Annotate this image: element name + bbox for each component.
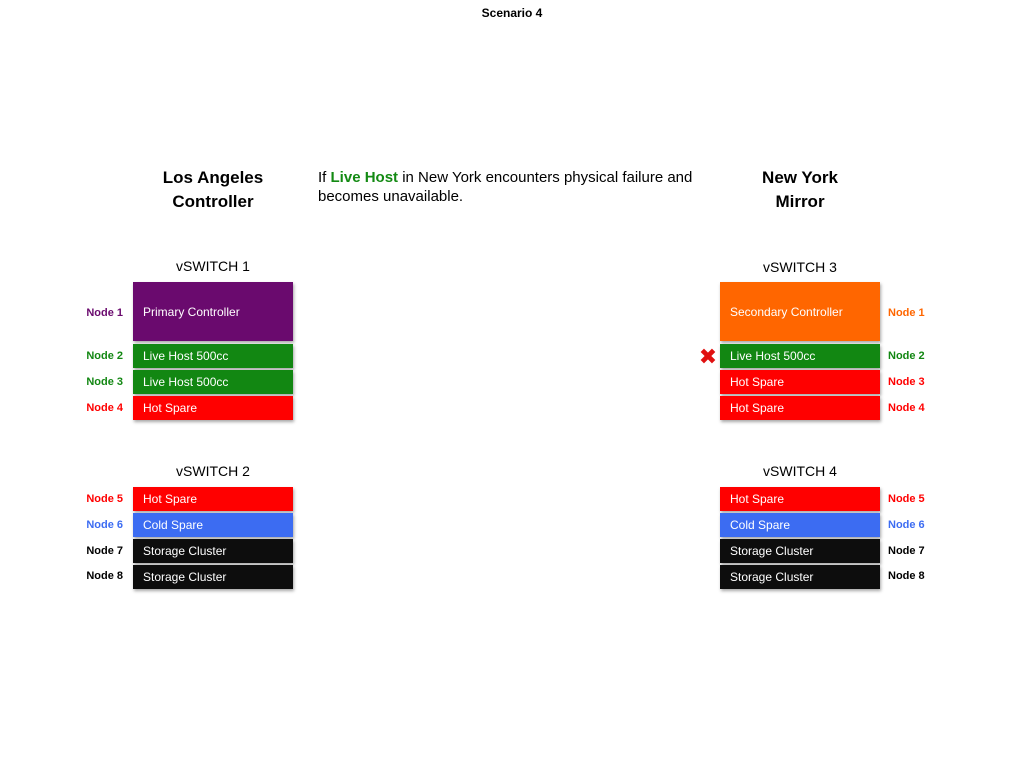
- new-york-heading-line2: Mirror: [775, 192, 825, 211]
- vswitch1-node1-name: Primary Controller: [143, 304, 240, 319]
- vswitch2-node8-name: Storage Cluster: [143, 570, 227, 584]
- vswitch4-node6-name: Cold Spare: [730, 518, 791, 532]
- vswitch1-node4-name: Hot Spare: [143, 401, 198, 415]
- new-york-heading-line1: New York: [762, 168, 838, 187]
- vswitch3-node2-name: Live Host 500cc: [730, 349, 816, 363]
- vswitch4-node7-box: [720, 539, 880, 563]
- vswitch1-node2-box: [133, 344, 293, 368]
- vswitch3-node3-box: [720, 370, 880, 394]
- vswitch1-node1-box: [133, 282, 293, 341]
- vswitch4-node7-label: Node 7: [888, 545, 925, 557]
- vswitch1-node3-box: [133, 370, 293, 394]
- vswitch2-node5-label: Node 5: [86, 493, 123, 505]
- vswitch1-node4-label: Node 4: [86, 402, 123, 414]
- page-title: Scenario 4: [481, 6, 543, 20]
- vswitch4-node7-name: Storage Cluster: [730, 544, 814, 558]
- vswitch1-label: vSWITCH 1: [176, 258, 250, 274]
- vswitch4-node8-name: Storage Cluster: [730, 570, 814, 584]
- vswitch2-node7-name: Storage Cluster: [143, 544, 227, 558]
- vswitch3-label: vSWITCH 3: [763, 259, 837, 275]
- vswitch1-node4-box: [133, 396, 293, 420]
- vswitch1-node2-name: Live Host 500cc: [143, 349, 229, 363]
- vswitch3-node2-label: Node 2: [888, 350, 925, 362]
- vswitch2-node5-name: Hot Spare: [143, 492, 198, 506]
- vswitch1-node2-label: Node 2: [86, 350, 123, 362]
- vswitch2-node7-box: [133, 539, 293, 563]
- vswitch2-node6-box: [133, 513, 293, 537]
- scenario-description: [318, 168, 698, 206]
- los-angeles-heading-line1: Los Angeles: [162, 168, 264, 187]
- vswitch1-node1-label: Node 1: [86, 307, 123, 319]
- vswitch4-node6-box: [720, 513, 880, 537]
- vswitch1-node3-name: Live Host 500cc: [143, 375, 229, 389]
- vswitch3-node4-box: [720, 396, 880, 420]
- vswitch3-node3-label: Node 3: [888, 376, 925, 388]
- vswitch2-node6-name: Cold Spare: [143, 518, 204, 532]
- description-suffix: in New York encounters physical failure and becomes unavailable.: [318, 169, 693, 205]
- vswitch3-node1-box: [720, 282, 880, 341]
- vswitch4-node5-name: Hot Spare: [730, 492, 785, 506]
- vswitch2-label: vSWITCH 2: [176, 463, 250, 479]
- los-angeles-heading-line2: Controller: [172, 192, 254, 211]
- vswitch4-node8-box: [720, 565, 880, 589]
- description-highlight: Live Host: [330, 169, 399, 186]
- vswitch4-node6-label: Node 6: [888, 519, 925, 531]
- vswitch3-node3-name: Hot Spare: [730, 375, 785, 389]
- vswitch3-node2-box: [720, 344, 880, 368]
- vswitch3-node4-label: Node 4: [888, 402, 925, 414]
- los-angeles-heading: [143, 166, 283, 214]
- new-york-heading: [730, 166, 870, 214]
- x-icon: ✖: [698, 344, 718, 369]
- vswitch4-node5-label: Node 5: [888, 493, 925, 505]
- vswitch2-node8-box: [133, 565, 293, 589]
- description-prefix: If: [318, 169, 331, 186]
- vswitch3-node1-label: Node 1: [888, 307, 925, 319]
- vswitch2-node7-label: Node 7: [86, 545, 123, 557]
- vswitch3-node4-name: Hot Spare: [730, 401, 785, 415]
- vswitch2-node8-label: Node 8: [86, 570, 123, 582]
- vswitch2-node5-box: [133, 487, 293, 511]
- vswitch1-node3-label: Node 3: [86, 376, 123, 388]
- vswitch3-node1-name: Secondary Controller: [730, 304, 843, 319]
- vswitch4-node8-label: Node 8: [888, 570, 925, 582]
- vswitch4-label: vSWITCH 4: [763, 463, 837, 479]
- vswitch2-node6-label: Node 6: [86, 519, 123, 531]
- vswitch4-node5-box: [720, 487, 880, 511]
